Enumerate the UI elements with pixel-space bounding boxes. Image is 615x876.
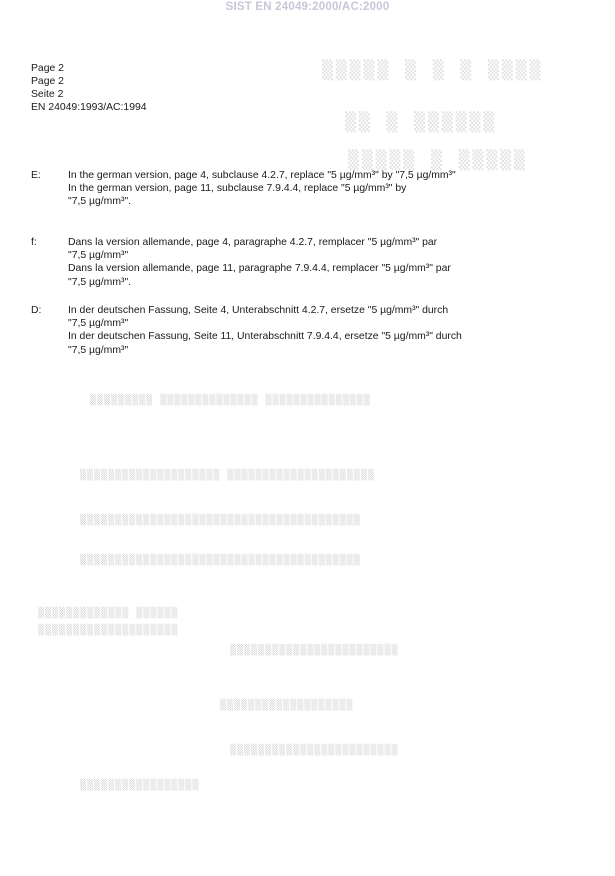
header-line: Page 2 (31, 76, 64, 87)
bleed-through-mark: ▒▒▒▒▒▒▒▒▒▒▒▒▒ ▒▒▒▒▒▒ (38, 608, 179, 619)
entry-line: In der deutschen Fassung, Seite 4, Unterabschnitt 4.2.7, ersetze "5 µg/mm³" durch (68, 305, 449, 316)
bleed-through-mark: ▒▒▒▒▒▒▒▒▒▒▒▒▒▒▒▒▒▒▒▒▒▒▒▒ (230, 645, 399, 656)
bleed-through-mark: ▒▒▒▒▒▒▒▒▒▒▒▒▒▒▒▒▒ (80, 780, 200, 791)
entry-language-tag: E: (31, 170, 41, 181)
entry-text (68, 236, 531, 289)
entry-german (31, 304, 531, 357)
bleed-through-mark: ▒▒▒▒▒▒▒▒▒▒▒▒▒▒▒▒▒▒▒▒ (38, 625, 179, 636)
bleed-through-mark: ▒▒▒▒▒ ▒ ▒▒▒▒▒ (348, 150, 528, 171)
entry-line: "7,5 µg/mm³". (68, 276, 132, 288)
bleed-through-mark: ▒▒▒▒▒▒▒▒▒▒▒▒▒▒▒▒▒▒▒▒▒▒▒▒ (230, 745, 399, 756)
entry-text (68, 304, 531, 357)
entry-line: In the german version, page 11, subclause 7.9.4.4, replace "5 µg/mm³" by (68, 183, 407, 195)
entry-line: "7,5 µg/mm³" (68, 250, 129, 262)
bleed-through-mark: ▒▒▒▒▒▒▒▒▒▒▒▒▒▒▒▒▒▒▒▒▒▒▒▒▒▒▒▒▒▒▒▒▒▒▒▒▒▒▒▒ (80, 515, 361, 526)
entry-line: In the german version, page 4, subclause 4.2.7, replace "5 µg/mm³" by "7,5 µg/mm³" (68, 170, 456, 181)
entry-french (31, 236, 531, 289)
entry-line: "7,5 µg/mm³". (68, 196, 132, 208)
header-line: Page 2 (31, 63, 64, 74)
entry-language-tag: D: (31, 305, 42, 316)
bleed-through-mark: ▒▒▒▒▒▒▒▒▒▒▒▒▒▒▒▒▒▒▒ (220, 700, 354, 711)
entry-english (31, 169, 531, 209)
bleed-through-mark: ▒▒▒▒▒▒▒▒▒ ▒▒▒▒▒▒▒▒▒▒▒▒▒▒ ▒▒▒▒▒▒▒▒▒▒▒▒▒▒▒ (90, 395, 371, 406)
document-watermark: SIST EN 24049:2000/AC:2000 (225, 1, 390, 13)
bleed-through-mark: ▒▒▒▒▒▒▒▒▒▒▒▒▒▒▒▒▒▒▒▒▒▒▒▒▒▒▒▒▒▒▒▒▒▒▒▒▒▒▒▒ (80, 555, 361, 566)
entry-line: In der deutschen Fassung, Seite 11, Unterabschnitt 7.9.4.4, ersetze "5 µg/mm³" durch (68, 331, 462, 343)
entry-line: Dans la version allemande, page 11, paragraphe 7.9.4.4, remplacer "5 µg/mm³" par (68, 263, 451, 275)
entry-language-tag: f: (31, 237, 37, 248)
bleed-through-mark: ▒▒▒▒▒ ▒ ▒ ▒ ▒▒▒▒ (322, 60, 544, 81)
entry-text (68, 169, 531, 209)
entry-line: "7,5 µg/mm³" (68, 344, 129, 356)
bleed-through-mark: ▒▒ ▒ ▒▒▒▒▒▒ (345, 112, 498, 133)
entry-line: Dans la version allemande, page 4, paragraphe 4.2.7, remplacer "5 µg/mm³" par (68, 237, 438, 248)
document-reference: EN 24049:1993/AC:1994 (31, 102, 147, 113)
header-line: Seite 2 (31, 89, 64, 100)
page-header (31, 62, 147, 114)
bleed-through-mark: ▒▒▒▒▒▒▒▒▒▒▒▒▒▒▒▒▒▒▒▒ ▒▒▒▒▒▒▒▒▒▒▒▒▒▒▒▒▒▒▒▒▒ (80, 470, 375, 481)
entry-line: "7,5 µg/mm³" (68, 318, 129, 330)
